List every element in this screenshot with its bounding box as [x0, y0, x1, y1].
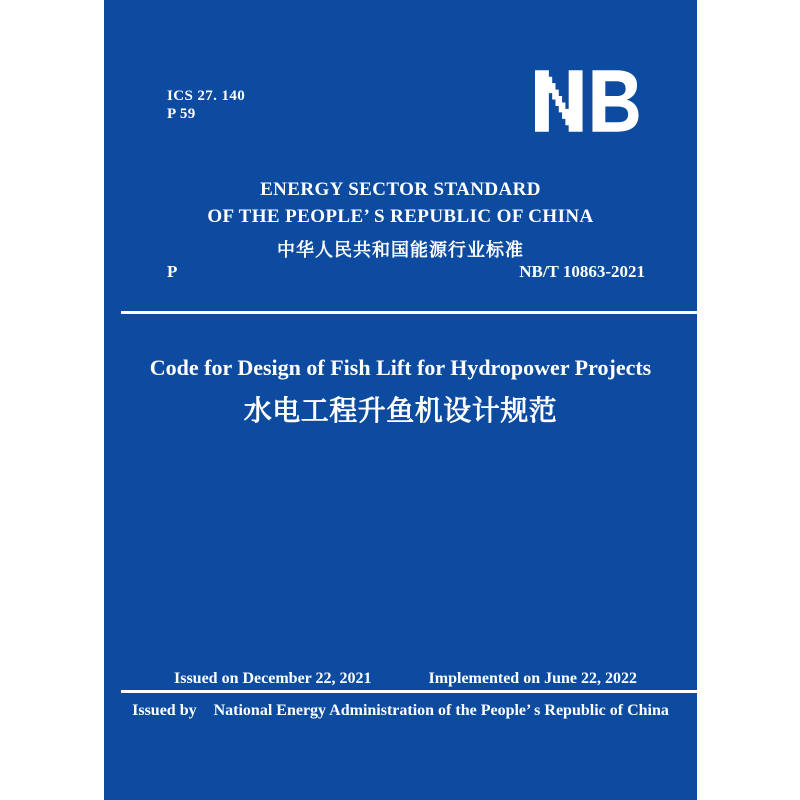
nb-logo-letter-b: [592, 70, 638, 131]
standard-name-en-line2: OF THE PEOPLE’ S REPUBLIC OF CHINA: [207, 206, 594, 227]
doc-category: P: [167, 262, 178, 281]
title-en: Code for Design of Fish Lift for Hydropower Projects: [149, 355, 652, 380]
standard-name-en-line1: ENERGY SECTOR STANDARD: [260, 179, 541, 200]
divider-bottom: [121, 690, 697, 693]
implemented-on-date: Implemented on June 22, 2022: [428, 670, 637, 687]
classification-code: P 59: [167, 106, 196, 122]
nb-logo-letter-n: [535, 70, 583, 131]
standard-name-cn: 中华人民共和国能源行业标准: [277, 240, 524, 260]
ics-block: [167, 87, 245, 123]
issued-by-row: [104, 702, 697, 720]
standard-heading: [104, 176, 697, 262]
issued-by-value: National Energy Administration of the People’ s Republic of China: [213, 702, 669, 719]
issued-by-label: Issued by: [132, 702, 197, 719]
doc-ref-row: [167, 262, 645, 282]
ics-code: ICS 27. 140: [167, 88, 246, 104]
nb-logo-icon: [535, 70, 640, 132]
cover: [104, 0, 697, 800]
issued-on-date: Issued on December 22, 2021: [174, 670, 372, 687]
dates-row: [174, 670, 637, 688]
title-cn: 水电工程升鱼机设计规范: [243, 396, 558, 427]
divider-top: [121, 311, 697, 314]
doc-number: NB/T 10863-2021: [519, 262, 645, 281]
